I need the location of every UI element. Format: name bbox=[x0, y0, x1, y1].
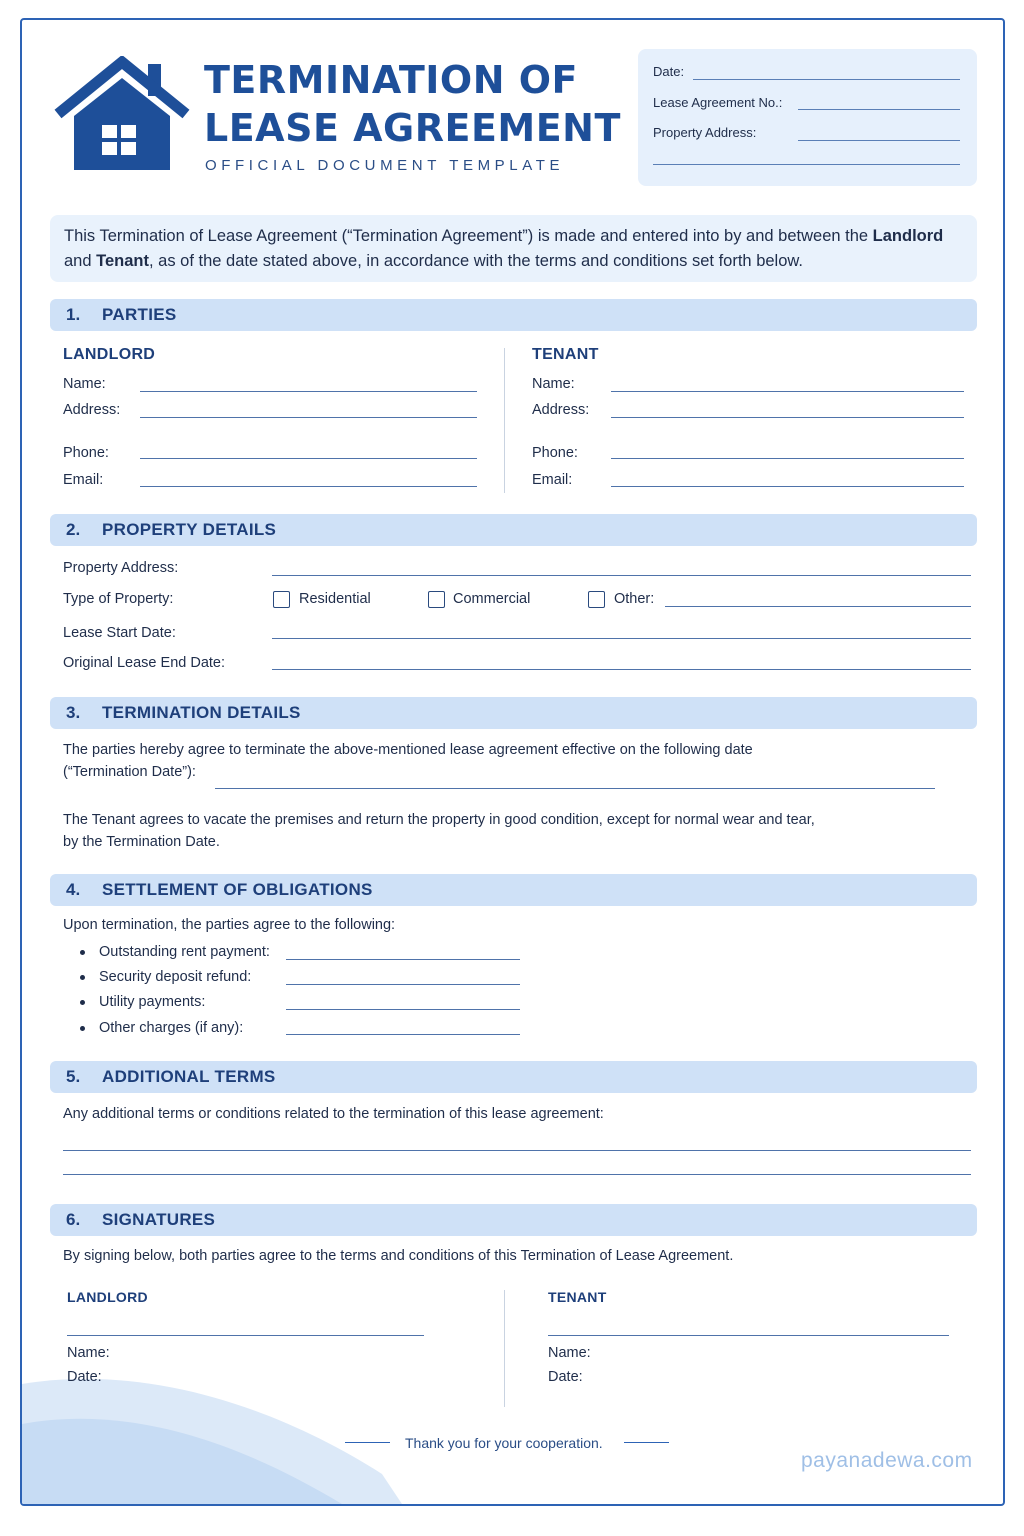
other-charges-field[interactable] bbox=[286, 1034, 520, 1035]
bullet-icon bbox=[80, 1026, 85, 1031]
tenant-address-field[interactable] bbox=[611, 417, 964, 418]
settlement-intro: Upon termination, the parties agree to the following: bbox=[63, 917, 396, 933]
tenant-signature-field[interactable] bbox=[548, 1335, 949, 1336]
document-subtitle: OFFICIAL DOCUMENT TEMPLATE bbox=[205, 157, 565, 174]
section-title: SIGNATURES bbox=[102, 1210, 216, 1229]
tenant-phone-field[interactable] bbox=[611, 458, 964, 459]
section-title: TERMINATION DETAILS bbox=[102, 703, 301, 722]
deposit-refund-field[interactable] bbox=[286, 984, 520, 985]
brand-watermark: payanadewa.com bbox=[801, 1449, 973, 1472]
landlord-name-label: Name: bbox=[63, 376, 106, 392]
date-label: Date: bbox=[653, 64, 685, 79]
tenant-signature-date-label: Date: bbox=[548, 1369, 583, 1385]
termination-text-line-1: The parties hereby agree to terminate the above-mentioned lease agreement effective on the following date bbox=[63, 742, 753, 758]
document-info-box bbox=[638, 49, 977, 186]
rent-payment-field[interactable] bbox=[286, 959, 520, 960]
property-address-field[interactable] bbox=[272, 575, 971, 576]
additional-terms-field-1[interactable] bbox=[63, 1150, 971, 1151]
list-item: Security deposit refund: bbox=[99, 969, 252, 985]
parties-divider bbox=[504, 348, 505, 493]
section-parties-header bbox=[50, 299, 977, 331]
termination-date-paragraph bbox=[63, 739, 753, 783]
date-field[interactable] bbox=[693, 79, 960, 80]
additional-terms-intro: Any additional terms or conditions related to the termination of this lease agreement: bbox=[63, 1106, 604, 1122]
decorative-wave bbox=[22, 1344, 1005, 1504]
vacate-text-line-1: The Tenant agrees to vacate the premises and return the property in good condition, except for normal wear and tear, bbox=[63, 812, 815, 828]
landlord-email-label: Email: bbox=[63, 472, 104, 488]
intro-text-1: This Termination of Lease Agreement (“Termination Agreement”) is made and entered into by and between the bbox=[64, 227, 873, 245]
property-address-label: Property Address: bbox=[63, 560, 179, 576]
section-number: 4. bbox=[66, 880, 81, 899]
intro-landlord: Landlord bbox=[872, 227, 944, 245]
landlord-email-field[interactable] bbox=[140, 486, 477, 487]
other-type-field[interactable] bbox=[665, 606, 971, 607]
termination-date-field[interactable] bbox=[215, 788, 935, 789]
section-number: 6. bbox=[66, 1210, 81, 1229]
section-title: ADDITIONAL TERMS bbox=[102, 1067, 276, 1086]
section-number: 1. bbox=[66, 305, 81, 324]
intro-tenant: Tenant bbox=[96, 252, 149, 270]
lease-start-field[interactable] bbox=[272, 638, 971, 639]
landlord-signature-heading: LANDLORD bbox=[67, 1289, 148, 1305]
landlord-signature-name-label: Name: bbox=[67, 1345, 110, 1361]
bullet-icon bbox=[80, 975, 85, 980]
lease-end-field[interactable] bbox=[272, 669, 971, 670]
property-address-field[interactable] bbox=[798, 140, 960, 141]
residential-checkbox[interactable] bbox=[273, 591, 290, 608]
property-type-label: Type of Property: bbox=[63, 591, 174, 607]
other-label: Other: bbox=[614, 591, 655, 607]
section-number: 5. bbox=[66, 1067, 81, 1086]
landlord-address-field[interactable] bbox=[140, 417, 477, 418]
section-termination-header bbox=[50, 697, 977, 729]
intro-and: and bbox=[64, 252, 97, 270]
house-icon bbox=[52, 56, 192, 174]
lease-number-label: Lease Agreement No.: bbox=[653, 95, 783, 110]
lease-number-field[interactable] bbox=[798, 109, 960, 110]
bullet-icon bbox=[80, 950, 85, 955]
vacate-paragraph bbox=[63, 809, 815, 853]
section-number: 2. bbox=[66, 520, 81, 539]
commercial-checkbox[interactable] bbox=[428, 591, 445, 608]
landlord-address-label: Address: bbox=[63, 402, 121, 418]
title-line-1: TERMINATION OF bbox=[204, 58, 579, 102]
signatures-divider bbox=[504, 1290, 505, 1407]
tenant-phone-label: Phone: bbox=[532, 445, 578, 461]
landlord-heading: LANDLORD bbox=[63, 346, 156, 363]
footer-thanks: Thank you for your cooperation. bbox=[405, 1435, 603, 1451]
section-additional-header bbox=[50, 1061, 977, 1093]
section-title: SETTLEMENT OF OBLIGATIONS bbox=[102, 880, 373, 899]
tenant-signature-heading: TENANT bbox=[548, 1289, 607, 1305]
intro-paragraph bbox=[50, 215, 977, 282]
other-checkbox[interactable] bbox=[588, 591, 605, 608]
landlord-phone-field[interactable] bbox=[140, 458, 477, 459]
landlord-phone-label: Phone: bbox=[63, 445, 109, 461]
tenant-email-field[interactable] bbox=[611, 486, 964, 487]
lease-start-label: Lease Start Date: bbox=[63, 625, 176, 641]
tenant-address-label: Address: bbox=[532, 402, 590, 418]
landlord-signature-field[interactable] bbox=[67, 1335, 424, 1336]
document-frame bbox=[20, 18, 1005, 1506]
list-item: Other charges (if any): bbox=[99, 1020, 244, 1036]
list-item: Utility payments: bbox=[99, 994, 206, 1010]
signatures-intro: By signing below, both parties agree to the terms and conditions of this Termination of Lease Agreement. bbox=[63, 1248, 734, 1264]
section-property-header bbox=[50, 514, 977, 546]
additional-terms-field-2[interactable] bbox=[63, 1174, 971, 1175]
list-item: Outstanding rent payment: bbox=[99, 944, 270, 960]
tenant-name-field[interactable] bbox=[611, 391, 964, 392]
tenant-signature-name-label: Name: bbox=[548, 1345, 591, 1361]
utility-payments-field[interactable] bbox=[286, 1009, 520, 1010]
vacate-text-line-2: by the Termination Date. bbox=[63, 834, 220, 850]
landlord-name-field[interactable] bbox=[140, 391, 477, 392]
intro-text-2: , as of the date stated above, in accordance with the terms and conditions set forth below. bbox=[149, 252, 803, 270]
tenant-name-label: Name: bbox=[532, 376, 575, 392]
section-title: PROPERTY DETAILS bbox=[102, 520, 277, 539]
landlord-signature-date-label: Date: bbox=[67, 1369, 102, 1385]
tenant-email-label: Email: bbox=[532, 472, 573, 488]
commercial-label: Commercial bbox=[453, 591, 531, 607]
residential-label: Residential bbox=[299, 591, 371, 607]
footer-line-left bbox=[345, 1442, 390, 1443]
title-line-2: LEASE AGREEMENT bbox=[204, 106, 621, 150]
footer-line-right bbox=[624, 1442, 669, 1443]
section-signatures-header bbox=[50, 1204, 977, 1236]
property-address-label: Property Address: bbox=[653, 125, 757, 140]
lease-end-label: Original Lease End Date: bbox=[63, 655, 226, 671]
document-title bbox=[204, 56, 624, 152]
property-address-field-line-2[interactable] bbox=[653, 164, 960, 165]
termination-text-line-2: (“Termination Date”): bbox=[63, 764, 196, 780]
tenant-heading: TENANT bbox=[532, 346, 599, 363]
bullet-icon bbox=[80, 1000, 85, 1005]
section-title: PARTIES bbox=[102, 305, 177, 324]
section-number: 3. bbox=[66, 703, 81, 722]
section-settlement-header bbox=[50, 874, 977, 906]
